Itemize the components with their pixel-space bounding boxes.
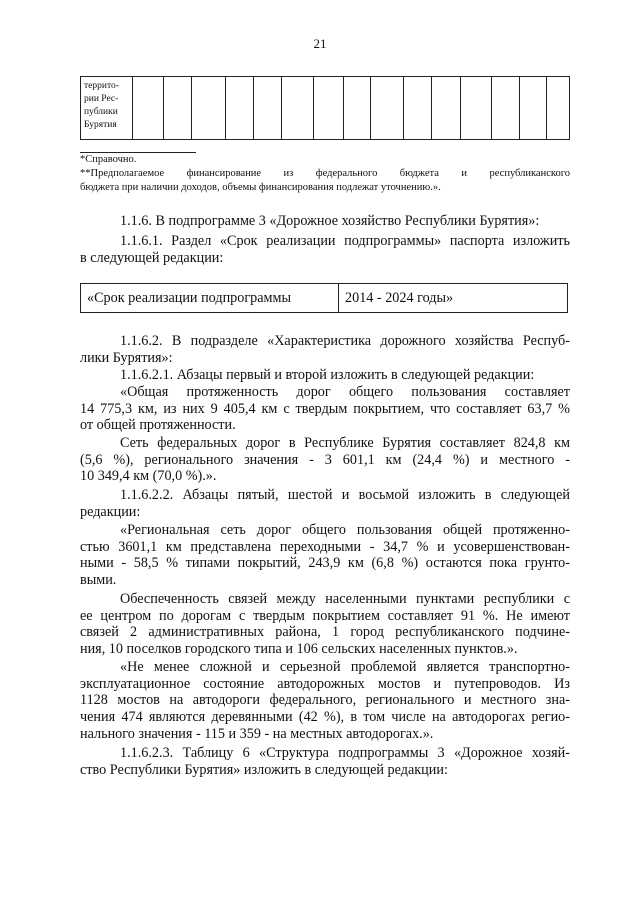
- text-line: связей 2 административных района, 1 город республиканского подчине-: [80, 624, 570, 641]
- table-cell: [282, 77, 314, 140]
- text-line: редакции:: [80, 503, 141, 520]
- text-line: 1.1.6.2.3. Таблицу 6 «Структура подпрограммы 3 «Дорожное хозяй-: [120, 745, 570, 761]
- text-line: в следующей редакции:: [80, 249, 224, 266]
- text-line: (5,6 %), регионального значения - 3 601,1 км (24,4 %) и местного -: [80, 451, 570, 468]
- footnote-reference: *Справочно.: [80, 154, 137, 165]
- text-line: 10 349,4 км (70,0 %).».: [80, 468, 217, 485]
- footnote-financing: [80, 167, 570, 195]
- paragraph-1-1-6-2-3: [80, 745, 570, 778]
- text-line: 1128 мостов на автодороги федерального, регионального и местного зна-: [80, 692, 570, 709]
- text-line: Обеспеченность связей между населенными пунктами республики с: [120, 591, 570, 607]
- paragraph-1-1-6-2-1: [80, 367, 570, 384]
- table-cell: [344, 77, 371, 140]
- text-line: 1.1.6.2.2. Абзацы пятый, шестой и восьмой изложить в следующей: [120, 487, 570, 503]
- table-cell: [547, 77, 570, 140]
- table-cell: [164, 77, 192, 140]
- table-cell: [226, 77, 254, 140]
- footnote-line: **Предполагаемое финансирование из федерального бюджета и республиканского: [80, 168, 570, 179]
- paragraph-federal-network: [80, 435, 570, 485]
- table-cell: [432, 77, 461, 140]
- cell-line: рии Рес-: [84, 94, 119, 104]
- period-table: [80, 283, 568, 313]
- fragment-table: [80, 76, 570, 140]
- text-line: Сеть федеральных дорог в Республике Бурятия составляет 824,8 км: [120, 435, 570, 451]
- footnote-line: бюджета при наличии доходов, объемы финансирования подлежат уточнению.».: [80, 182, 441, 193]
- text-line: стью 3601,1 км представлена переходными - 34,7 % и усовершенствован-: [80, 538, 570, 555]
- table-cell: [314, 77, 344, 140]
- period-label: «Срок реализации подпрограммы: [81, 284, 339, 312]
- cell-line: публики: [84, 107, 118, 117]
- text-line: 1.1.6. В подпрограмме 3 «Дорожное хозяйство Республики Бурятия»:: [120, 213, 540, 229]
- table-cell: [461, 77, 492, 140]
- text-line: «Общая протяженность дорог общего пользования составляет: [120, 384, 570, 400]
- paragraph-connectivity: [80, 591, 570, 658]
- text-line: ее центром по дорогам с твердым покрытием составляет 91 %. Не имеют: [80, 607, 570, 624]
- paragraph-total-length: [80, 384, 570, 434]
- table-cell: [492, 77, 520, 140]
- table-cell: [133, 77, 164, 140]
- table-cell-territory: [81, 77, 133, 140]
- paragraph-1-1-6: [80, 213, 570, 230]
- page-number: 21: [313, 36, 327, 51]
- text-line: «Региональная сеть дорог общего пользования общей протяженно-: [120, 522, 570, 538]
- text-line: ния, 10 поселков городского типа и 106 сельских населенных пунктов.».: [80, 641, 518, 658]
- text-line: от общей протяженности.: [80, 417, 236, 434]
- table-cell: [520, 77, 547, 140]
- text-line: 14 775,3 км, из них 9 405,4 км с твердым покрытием, что составляет 63,7 %: [80, 400, 570, 417]
- table-row: [81, 77, 570, 140]
- paragraph-1-1-6-1: [80, 233, 570, 266]
- paragraph-bridges: [80, 659, 570, 743]
- text-line: лики Бурятия»:: [80, 349, 173, 366]
- table-cell: [371, 77, 404, 140]
- text-line: 1.1.6.2.1. Абзацы первый и второй изложить в следующей редакции:: [120, 367, 535, 383]
- text-line: 1.1.6.2. В подразделе «Характеристика дорожного хозяйства Респуб-: [120, 333, 570, 349]
- paragraph-1-1-6-2-2: [80, 487, 570, 520]
- text-line: «Не менее сложной и серьезной проблемой является транспортно-: [120, 659, 570, 675]
- text-line: 1.1.6.1. Раздел «Срок реализации подпрограммы» паспорта изложить: [120, 233, 570, 249]
- table-cell: [254, 77, 282, 140]
- text-line: ными - 58,5 % типами покрытий, 243,9 км (6,8 %) остаются пока грунто-: [80, 555, 570, 572]
- text-line: нального значения - 115 и 359 - на местных автодорогах.».: [80, 725, 434, 742]
- period-value: 2014 - 2024 годы»: [345, 290, 454, 306]
- paragraph-regional-network: [80, 522, 570, 589]
- paragraph-1-1-6-2: [80, 333, 570, 366]
- table-cell: [192, 77, 226, 140]
- text-line: выми.: [80, 572, 117, 589]
- cell-line: Бурятия: [84, 120, 117, 130]
- text-line: эксплуатационное состояние автодорожных мостов и путепроводов. Из: [80, 675, 570, 692]
- table-cell: [404, 77, 432, 140]
- text-line: ство Республики Бурятия» изложить в следующей редакции:: [80, 761, 448, 778]
- cell-line: террито-: [84, 81, 119, 91]
- text-line: чения 474 являются деревянными (42 %), в том числе на автодорогах регио-: [80, 709, 570, 726]
